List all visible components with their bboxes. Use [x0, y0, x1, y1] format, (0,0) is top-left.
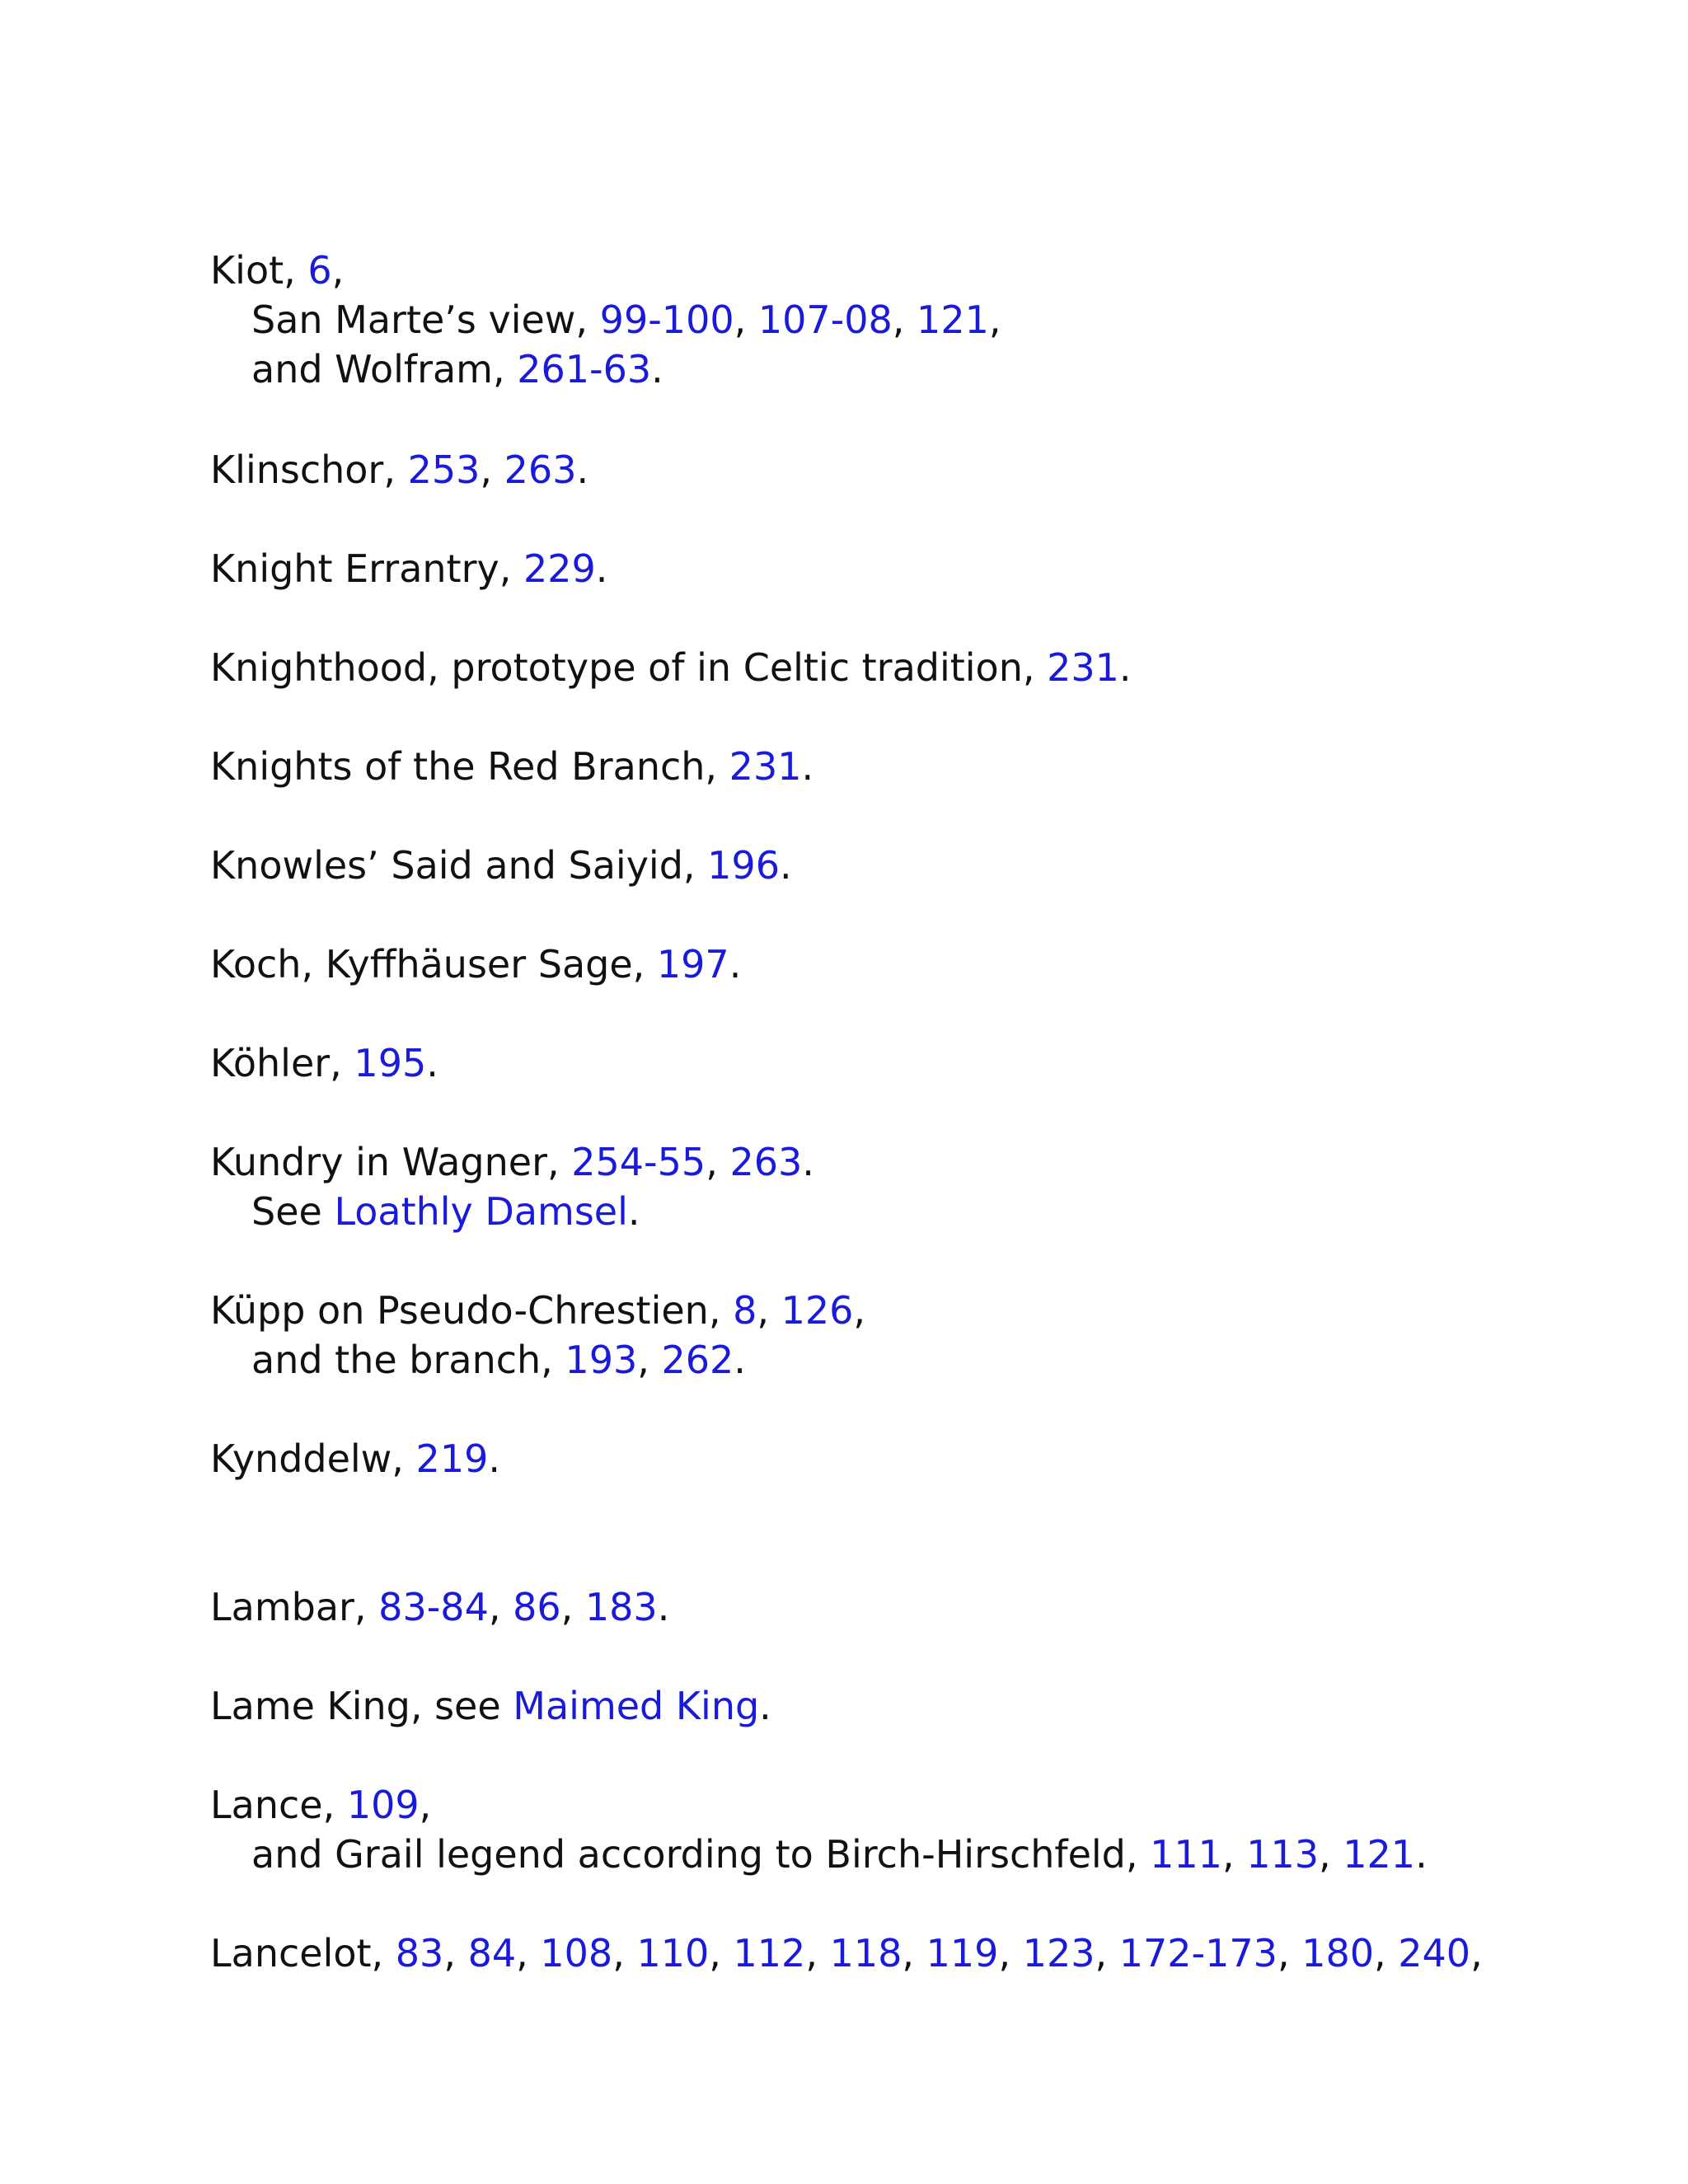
ref-separator: , — [757, 1288, 781, 1333]
index-entry-kupp — [210, 1286, 865, 1385]
entry-line — [210, 643, 1132, 692]
entry-term: Kundry in Wagner, — [210, 1140, 572, 1184]
index-entry-kynddelw — [210, 1434, 500, 1483]
index-entry-knights-red-branch — [210, 742, 814, 791]
entry-term: Kynddelw, — [210, 1436, 416, 1481]
entry-line — [210, 1038, 438, 1088]
ref-separator: , — [443, 1931, 468, 1975]
ref-separator: , — [998, 1931, 1023, 1975]
entry-line — [210, 1929, 1483, 1978]
entry-term: Knowles’ Said and Saiyid, — [210, 843, 708, 888]
sub-entry-line — [210, 295, 1001, 344]
entry-punct: . — [1415, 1832, 1428, 1877]
index-entry-knight-errantry — [210, 544, 607, 593]
index-entry-kohler — [210, 1038, 438, 1088]
index-entry-klinschor — [210, 445, 588, 494]
index-entry-kundry — [210, 1137, 814, 1236]
sub-entry-line — [210, 1830, 1428, 1879]
entry-term: Knight Errantry, — [210, 546, 523, 591]
entry-punct: , — [419, 1783, 432, 1827]
entry-punct: , — [988, 298, 1001, 342]
ref-separator: , — [560, 1585, 585, 1629]
page-ref-link[interactable]: 193 — [565, 1338, 638, 1382]
entry-punct: . — [779, 843, 792, 888]
entry-line — [210, 1582, 669, 1632]
page-ref-link[interactable]: 262 — [661, 1338, 734, 1382]
page-ref-link[interactable]: 109 — [346, 1783, 420, 1827]
ref-separator: , — [892, 298, 917, 342]
entry-term: Küpp on Pseudo-Chrestien, — [210, 1288, 734, 1333]
entry-punct: , — [1470, 1931, 1483, 1975]
page-ref-link[interactable]: 261-63 — [517, 347, 652, 391]
page-ref-link[interactable]: 254-55 — [571, 1140, 706, 1184]
page-ref-link[interactable]: 99-100 — [599, 298, 734, 342]
ref-separator: , — [734, 298, 758, 342]
entry-line — [210, 940, 741, 989]
sub-entry-line — [210, 344, 1001, 394]
page-ref-link[interactable]: 6 — [307, 248, 332, 293]
page-ref-link[interactable]: 111 — [1150, 1832, 1222, 1877]
entry-punct: . — [488, 1436, 500, 1481]
entry-term: Lancelot, — [210, 1931, 396, 1975]
page-ref-link[interactable]: 231 — [1047, 645, 1119, 690]
entry-line — [210, 445, 588, 494]
entry-punct: . — [627, 1189, 640, 1234]
index-entry-koch — [210, 940, 741, 989]
page-ref-link[interactable]: 263 — [504, 448, 577, 492]
index-page — [210, 0, 1677, 2184]
index-entry-lancelot — [210, 1929, 1483, 1978]
ref-separator: , — [805, 1931, 830, 1975]
entry-punct: . — [802, 1140, 814, 1184]
page-ref-link[interactable]: 253 — [407, 448, 481, 492]
ref-separator: , — [516, 1931, 541, 1975]
cross-ref-link[interactable]: Loathly Damsel — [334, 1189, 628, 1234]
index-entry-knighthood — [210, 643, 1132, 692]
entry-line — [210, 1780, 1428, 1830]
sub-entry-text: and the branch, — [251, 1338, 565, 1382]
page-ref-link[interactable]: 107-08 — [757, 298, 893, 342]
entry-term: Lambar, — [210, 1585, 379, 1629]
ref-separator: , — [902, 1931, 926, 1975]
entry-term: Koch, Kyffhäuser Sage, — [210, 942, 657, 987]
page-ref-link[interactable]: 240 — [1398, 1931, 1471, 1975]
index-entry-knowles — [210, 841, 792, 890]
ref-separator: , — [480, 448, 504, 492]
index-entry-kiot — [210, 246, 1001, 394]
index-entry-lame-king — [210, 1681, 771, 1731]
page-ref-link[interactable]: 83 — [395, 1931, 444, 1975]
page-ref-link[interactable]: 113 — [1246, 1832, 1319, 1877]
entry-line — [210, 1137, 814, 1187]
page-ref-link[interactable]: 8 — [733, 1288, 757, 1333]
page-ref-link[interactable]: 123 — [1022, 1931, 1095, 1975]
ref-separator: , — [709, 1931, 734, 1975]
entry-punct: . — [729, 942, 742, 987]
index-entry-lance — [210, 1780, 1428, 1879]
ref-separator: , — [612, 1931, 637, 1975]
entry-term: Klinschor, — [210, 448, 408, 492]
entry-line — [210, 544, 607, 593]
sub-entry-text: and Wolfram, — [251, 347, 518, 391]
ref-separator: , — [637, 1338, 662, 1382]
entry-punct: , — [331, 248, 345, 293]
ref-separator: , — [1095, 1931, 1119, 1975]
page-ref-link[interactable]: 121 — [917, 298, 989, 342]
page-ref-link[interactable]: 172-173 — [1118, 1931, 1278, 1975]
entry-term: Kiot, — [210, 248, 308, 293]
page-ref-link[interactable]: 121 — [1343, 1832, 1416, 1877]
page-ref-link[interactable]: 231 — [729, 744, 802, 789]
sub-entry-line — [210, 1187, 814, 1236]
page-ref-link[interactable]: 84 — [467, 1931, 517, 1975]
page-ref-link[interactable]: 126 — [781, 1288, 854, 1333]
entry-punct: , — [853, 1288, 866, 1333]
page-ref-link[interactable]: 118 — [829, 1931, 903, 1975]
entry-punct: . — [734, 1338, 746, 1382]
sub-entry-line — [210, 1335, 865, 1385]
entry-punct: . — [576, 448, 589, 492]
page-ref-link[interactable]: 119 — [926, 1931, 999, 1975]
entry-line — [210, 841, 792, 890]
page-ref-link[interactable]: 183 — [584, 1585, 658, 1629]
entry-term: Lame King, see — [210, 1684, 513, 1728]
ref-separator: , — [1319, 1832, 1343, 1877]
sub-entry-text: San Marte’s view, — [251, 298, 600, 342]
entry-line — [210, 1681, 771, 1731]
entry-term: Knighthood, prototype of in Celtic tradition, — [210, 645, 1048, 690]
index-entry-lambar — [210, 1582, 669, 1632]
ref-separator: , — [1221, 1832, 1247, 1877]
ref-separator: , — [488, 1585, 513, 1629]
entry-term: Lance, — [210, 1783, 347, 1827]
entry-punct: . — [759, 1684, 771, 1728]
page-ref-link[interactable]: 196 — [707, 843, 780, 888]
entry-punct: . — [426, 1041, 438, 1085]
entry-line — [210, 742, 814, 791]
ref-separator: , — [1374, 1931, 1399, 1975]
ref-separator: , — [1277, 1931, 1302, 1975]
cross-ref-link[interactable]: Maimed King — [513, 1684, 760, 1728]
page-ref-link[interactable]: 86 — [513, 1585, 561, 1629]
ref-separator: , — [706, 1140, 730, 1184]
entry-term: Köhler, — [210, 1041, 354, 1085]
entry-punct: . — [1118, 645, 1132, 690]
page-ref-link[interactable]: 195 — [354, 1041, 427, 1085]
page-ref-link[interactable]: 180 — [1301, 1931, 1375, 1975]
sub-entry-text: and Grail legend according to Birch-Hirschfeld, — [251, 1832, 1151, 1877]
sub-entry-text: See — [251, 1189, 335, 1234]
entry-punct: . — [595, 546, 608, 591]
page-ref-link[interactable]: 110 — [636, 1931, 710, 1975]
entry-punct: . — [801, 744, 814, 789]
page-ref-link[interactable]: 197 — [656, 942, 729, 987]
page-ref-link[interactable]: 219 — [415, 1436, 489, 1481]
page-ref-link[interactable]: 263 — [729, 1140, 803, 1184]
page-ref-link[interactable]: 112 — [733, 1931, 806, 1975]
page-ref-link[interactable]: 229 — [523, 546, 596, 591]
entry-punct: . — [651, 347, 663, 391]
entry-term: Knights of the Red Branch, — [210, 744, 729, 789]
entry-line — [210, 1434, 500, 1483]
entry-punct: . — [657, 1585, 670, 1629]
entry-line — [210, 246, 1001, 295]
entry-line — [210, 1286, 865, 1335]
page-ref-link[interactable]: 108 — [540, 1931, 613, 1975]
page-ref-link[interactable]: 83-84 — [378, 1585, 489, 1629]
